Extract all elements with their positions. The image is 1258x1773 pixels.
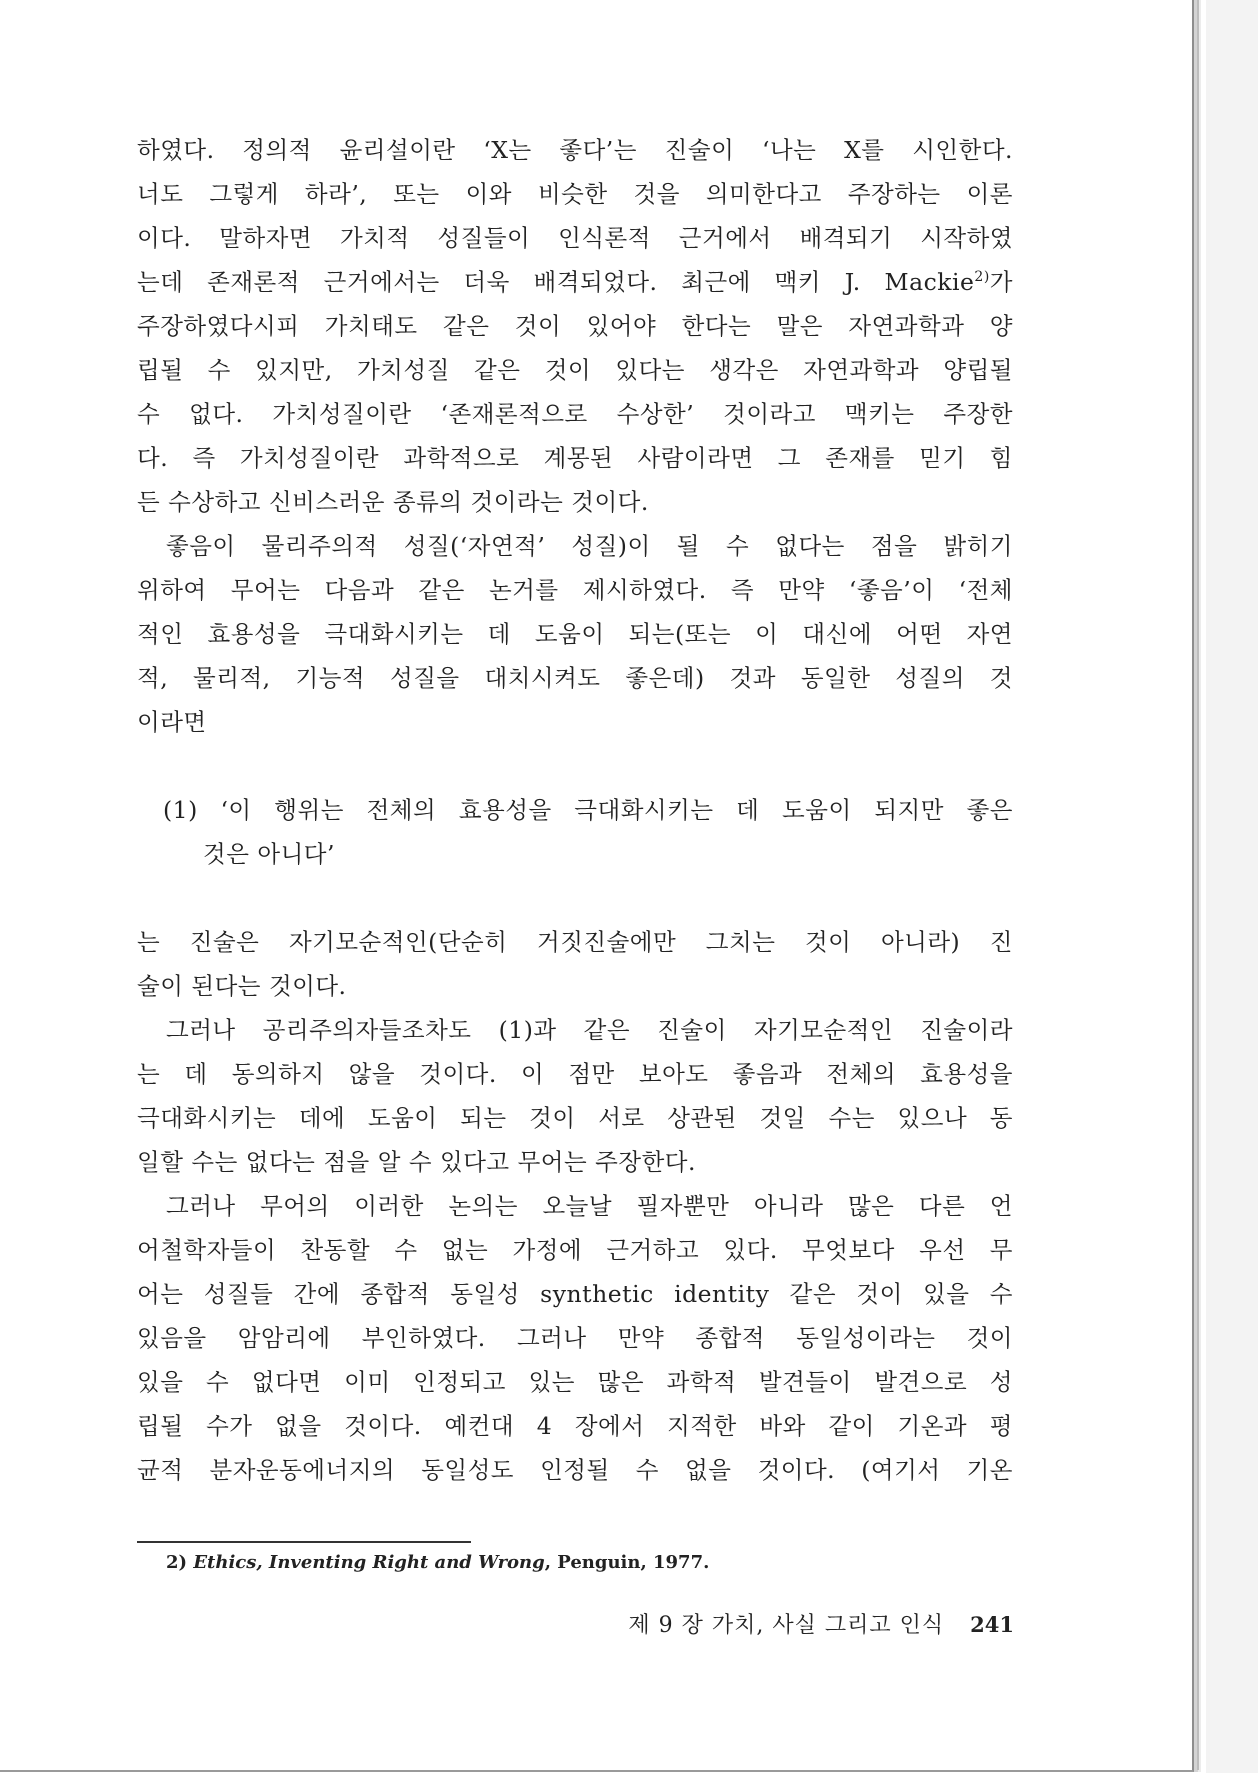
page-body bbox=[137, 128, 1013, 1492]
text-line: 어는 성질들 간에 종합적 동일성 synthetic identity 같은 것이 있을 수 bbox=[137, 1280, 1013, 1308]
paragraph-3 bbox=[137, 920, 1013, 1008]
text-line: 립될 수가 없을 것이다. 예컨대 4 장에서 지적한 바와 같이 기온과 평 bbox=[137, 1412, 1013, 1440]
paragraph-4 bbox=[137, 1008, 1013, 1184]
text-line: 적인 효용성을 극대화시키는 데 도움이 되는(또는 이 대신에 어떤 자연 bbox=[137, 620, 1013, 648]
text-line: 있음을 암암리에 부인하였다. 그러나 만약 종합적 동일성이라는 것이 bbox=[137, 1324, 1013, 1352]
text-line: 수 없다. 가치성질이란 ‘존재론적으로 수상한’ 것이라고 맥키는 주장한 bbox=[137, 400, 1013, 428]
quoted-statement bbox=[163, 788, 1013, 876]
text-line: 있을 수 없다면 이미 인정되고 있는 많은 과학적 발견들이 발견으로 성 bbox=[137, 1368, 1013, 1396]
paragraph-1 bbox=[137, 128, 1013, 524]
text-line: 것은 아니다’ bbox=[203, 840, 335, 868]
text-line: 극대화시키는 데에 도움이 되는 것이 서로 상관된 것일 수는 있으나 동 bbox=[137, 1104, 1013, 1132]
paragraph-5 bbox=[137, 1184, 1013, 1492]
text-line: 그러나 공리주의자들조차도 (1)과 같은 진술이 자기모순적인 진술이라 bbox=[166, 1016, 1013, 1044]
text-line: 술이 된다는 것이다. bbox=[137, 972, 347, 1000]
text-line: 적, 물리적, 기능적 성질을 대치시켜도 좋은데) 것과 동일한 성질의 것 bbox=[137, 664, 1013, 692]
footnote-ref: 2) bbox=[974, 269, 990, 286]
text-line bbox=[137, 260, 1013, 304]
text-line: 다. 즉 가치성질이란 과학적으로 계몽된 사람이라면 그 존재를 믿기 힘 bbox=[137, 444, 1013, 472]
text-span: 가 bbox=[989, 268, 1013, 296]
page-edge-shadow bbox=[1197, 0, 1199, 1770]
text-line: 립될 수 있지만, 가치성질 같은 것이 있다는 생각은 자연과학과 양립될 bbox=[137, 356, 1013, 384]
footnote bbox=[166, 1552, 709, 1573]
text-line: 하였다. 정의적 윤리설이란 ‘X는 좋다’는 진술이 ‘나는 X를 시인한다. bbox=[137, 136, 1013, 164]
text-line: 주장하였다시피 가치태도 같은 것이 있어야 한다는 말은 자연과학과 양 bbox=[137, 312, 1013, 340]
text-line: 그러나 무어의 이러한 논의는 오늘날 필자뿐만 아니라 많은 다른 언 bbox=[166, 1192, 1013, 1220]
running-footer bbox=[574, 1608, 1014, 1639]
text-line: 이라면 bbox=[137, 708, 207, 736]
text-line: 든 수상하고 신비스러운 종류의 것이라는 것이다. bbox=[137, 488, 649, 516]
text-line: 일할 수는 없다는 점을 알 수 있다고 무어는 주장한다. bbox=[137, 1148, 696, 1176]
text-line: (1) ‘이 행위는 전체의 효용성을 극대화시키는 데 도움이 되지만 좋은 bbox=[163, 796, 1013, 824]
footnote-publisher: , Penguin, 1977. bbox=[544, 1552, 710, 1573]
text-span: 는데 존재론적 근거에서는 더욱 배격되었다. 최근에 맥키 J. Mackie bbox=[137, 268, 975, 296]
footnote-number: 2) bbox=[166, 1552, 188, 1573]
block-spacer bbox=[137, 876, 1013, 920]
paragraph-2 bbox=[137, 524, 1013, 744]
text-line: 어철학자들이 찬동할 수 없는 가정에 근거하고 있다. 무엇보다 우선 무 bbox=[137, 1236, 1013, 1264]
block-spacer bbox=[137, 744, 1013, 788]
text-line: 는 진술은 자기모순적인(단순히 거짓진술에만 그치는 것이 아니라) 진 bbox=[137, 928, 1013, 956]
footer-chapter-title: 제 9 장 가치, 사실 그리고 인식 bbox=[628, 1613, 945, 1638]
viewer-margin bbox=[1206, 0, 1258, 1773]
page-number: 241 bbox=[970, 1612, 1014, 1637]
text-line: 균적 분자운동에너지의 동일성도 인정될 수 없을 것이다. (여기서 기온 bbox=[137, 1456, 1013, 1484]
footnote-divider bbox=[137, 1541, 471, 1543]
text-line: 는 데 동의하지 않을 것이다. 이 점만 보아도 좋음과 전체의 효용성을 bbox=[137, 1060, 1013, 1088]
text-line: 좋음이 물리주의적 성질(‘자연적’ 성질)이 될 수 없다는 점을 밝히기 bbox=[166, 532, 1013, 560]
text-line: 위하여 무어는 다음과 같은 논거를 제시하였다. 즉 만약 ‘좋음’이 ‘전체 bbox=[137, 576, 1013, 604]
text-line: 너도 그렇게 하라’, 또는 이와 비슷한 것을 의미한다고 주장하는 이론 bbox=[137, 180, 1013, 208]
footnote-title: Ethics, Inventing Right and Wrong bbox=[193, 1552, 545, 1573]
text-line: 이다. 말하자면 가치적 성질들이 인식론적 근거에서 배격되기 시작하였 bbox=[137, 224, 1013, 252]
